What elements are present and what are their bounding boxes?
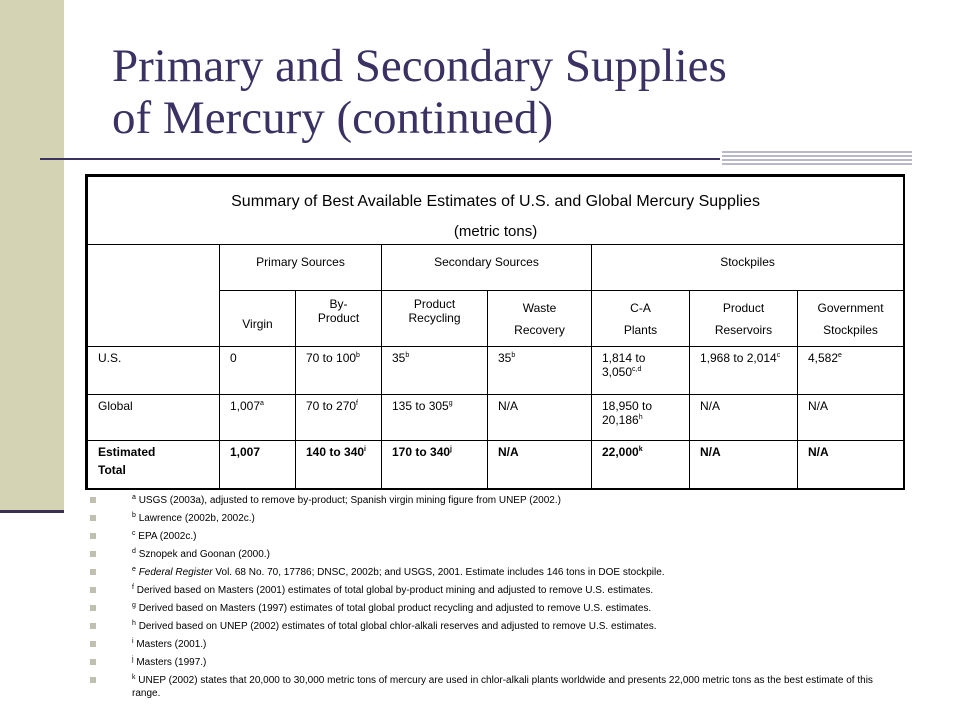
col-header-virgin: Virgin <box>220 291 296 347</box>
cell-value: 140 to 340 <box>306 445 365 459</box>
bullet-icon <box>90 605 96 611</box>
cell-ca-plants <box>592 441 690 489</box>
cell-byproduct <box>296 395 382 441</box>
empty-corner-cell <box>88 245 220 347</box>
footnote-d <box>90 548 890 561</box>
footnote-text: Derived based on Masters (1997) estimates of total global product recycling and adjusted to remove U.S. estimates. <box>138 603 652 614</box>
footnote-mark: g <box>132 602 136 609</box>
slide-title <box>112 40 932 144</box>
footnote-c <box>90 530 890 543</box>
bullet-icon <box>90 515 96 521</box>
footnote-f <box>90 584 890 597</box>
table-row <box>88 347 904 395</box>
table-caption-units: (metric tons) <box>453 223 538 240</box>
col-header-waste-recovery-text: Waste Recovery <box>514 301 565 337</box>
footnote-mark: c <box>776 352 781 359</box>
footnote-mark: k <box>638 446 643 453</box>
col-header-product-reservoirs-text: Product Reservoirs <box>714 301 773 337</box>
cell-waste-recovery <box>488 347 592 395</box>
cell-value: 35 <box>498 351 512 365</box>
table-caption <box>88 177 904 245</box>
slide-title-line2: of Mercury (continued) <box>112 92 554 144</box>
row-label-us: U.S. <box>88 347 220 395</box>
footnote-text: Masters (1997.) <box>136 657 207 668</box>
col-header-ca-plants <box>592 291 690 347</box>
cell-government-stockpiles: N/A <box>798 395 904 441</box>
cell-value: 70 to 270 <box>306 399 357 413</box>
group-header-stockpiles: Stockpiles <box>592 245 904 291</box>
footnote-mark: i <box>132 638 134 645</box>
footnote-k <box>90 674 890 700</box>
footnote-text: Derived based on Masters (2001) estimates of total global by-product mining and adjusted to remove U.S. estimates. <box>136 585 654 596</box>
group-header-secondary: Secondary Sources <box>382 245 592 291</box>
footnote-mark: h <box>132 620 136 627</box>
row-label-line2: Total <box>98 463 126 477</box>
footnote-mark: i <box>364 446 366 453</box>
footnote-italic-text: Federal Register <box>138 567 213 578</box>
group-header-primary: Primary Sources <box>220 245 382 291</box>
cell-product-recycling <box>382 347 488 395</box>
footnote-mark: a <box>132 494 136 501</box>
left-accent-bar-foot <box>0 510 64 513</box>
supplies-table-frame <box>85 174 905 490</box>
footnote-mark: f <box>132 584 134 591</box>
row-label-line1: Estimated <box>98 445 156 459</box>
col-header-byproduct <box>296 291 382 347</box>
footnote-mark: k <box>132 674 136 681</box>
cell-waste-recovery: N/A <box>488 441 592 489</box>
footnote-text: Sznopek and Goonan (2000.) <box>138 549 270 560</box>
footnote-mark: c <box>132 530 136 537</box>
footnote-e <box>90 566 890 579</box>
group-header-row <box>88 245 904 291</box>
cell-value: 4,582 <box>808 351 839 365</box>
footnote-mark: c,d <box>632 366 642 373</box>
footnote-text: USGS (2003a), adjusted to remove by-product; Spanish virgin mining figure from UNEP (2002.) <box>138 495 561 506</box>
footnote-mark: d <box>132 548 136 555</box>
cell-government-stockpiles <box>798 347 904 395</box>
col-header-government-stockpiles-text: Government Stockpiles <box>817 301 884 337</box>
cell-value: 1,968 to 2,014 <box>700 351 777 365</box>
cell-byproduct <box>296 441 382 489</box>
footnote-text: Derived based on UNEP (2002) estimates of total global chlor-alkali reserves and adjusted to remove U.S. estimates. <box>138 621 657 632</box>
cell-value: 18,950 to 20,186 <box>602 399 653 427</box>
footnote-g <box>90 602 890 615</box>
cell-value: 1,814 to 3,050 <box>602 351 646 379</box>
footnote-j <box>90 656 890 669</box>
col-header-product-reservoirs <box>690 291 798 347</box>
bullet-icon <box>90 587 96 593</box>
cell-value: 1,007 <box>230 399 261 413</box>
cell-product-recycling <box>382 441 488 489</box>
cell-byproduct <box>296 347 382 395</box>
supplies-table <box>87 176 904 489</box>
bullet-icon <box>90 623 96 629</box>
footnote-text: UNEP (2002) states that 20,000 to 30,000 metric tons of mercury are used in chlor-alkali plants worldwide and presents 22,000 metric tons as the best estimate of this range. <box>132 675 873 699</box>
col-header-ca-plants-text: C-A Plants <box>623 301 658 337</box>
footnote-b <box>90 512 890 525</box>
slide-title-line1: Primary and Secondary Supplies <box>112 40 727 92</box>
cell-waste-recovery: N/A <box>488 395 592 441</box>
footnote-mark: e <box>838 352 842 359</box>
cell-virgin <box>220 395 296 441</box>
title-underline <box>40 158 720 160</box>
footnote-list <box>90 494 890 705</box>
bullet-icon <box>90 677 96 683</box>
footnote-mark: j <box>132 656 134 663</box>
cell-product-reservoirs <box>690 347 798 395</box>
table-row <box>88 441 904 489</box>
cell-product-reservoirs: N/A <box>690 395 798 441</box>
cell-value: 22,000 <box>602 445 639 459</box>
cell-ca-plants <box>592 395 690 441</box>
cell-ca-plants <box>592 347 690 395</box>
title-rule-decoration <box>722 151 912 167</box>
col-header-product-recycling <box>382 291 488 347</box>
bullet-icon <box>90 641 96 647</box>
cell-product-recycling <box>382 395 488 441</box>
row-label-estimated-total <box>88 441 220 489</box>
footnote-mark: e <box>132 566 136 573</box>
left-accent-bar <box>0 0 64 512</box>
footnote-text: EPA (2002c.) <box>138 531 197 542</box>
footnote-text: Lawrence (2002b, 2002c.) <box>138 513 255 524</box>
footnote-text: Masters (2001.) <box>136 639 207 650</box>
footnote-mark: b <box>356 352 360 359</box>
cell-value: 35 <box>392 351 406 365</box>
cell-value: 170 to 340 <box>392 445 451 459</box>
footnote-mark: f <box>356 400 358 407</box>
col-header-waste-recovery <box>488 291 592 347</box>
footnote-mark: b <box>405 352 410 359</box>
cell-government-stockpiles: N/A <box>798 441 904 489</box>
col-header-byproduct-text: By-Product <box>317 297 360 325</box>
footnote-mark: b <box>511 352 516 359</box>
cell-virgin: 1,007 <box>220 441 296 489</box>
caption-row <box>88 177 904 245</box>
col-header-government-stockpiles <box>798 291 904 347</box>
row-label-global: Global <box>88 395 220 441</box>
bullet-icon <box>90 533 96 539</box>
footnote-h <box>90 620 890 633</box>
footnote-mark: a <box>260 400 264 407</box>
footnote-i <box>90 638 890 651</box>
cell-virgin: 0 <box>220 347 296 395</box>
bullet-icon <box>90 551 96 557</box>
table-caption-title: Summary of Best Available Estimates of U.S. and Global Mercury Supplies <box>231 193 760 210</box>
col-header-product-recycling-text: Product Recycling <box>408 297 461 325</box>
footnote-mark: b <box>132 512 136 519</box>
footnote-mark: g <box>448 400 453 407</box>
cell-value: 70 to 100 <box>306 351 357 365</box>
footnote-text: Vol. 68 No. 70, 17786; DNSC, 2002b; and USGS, 2001. Estimate includes 146 tons in DOE stockpile. <box>215 567 665 578</box>
table-row <box>88 395 904 441</box>
bullet-icon <box>90 569 96 575</box>
footnote-a <box>90 494 890 507</box>
cell-value: 135 to 305 <box>392 399 449 413</box>
footnote-mark: j <box>450 446 452 453</box>
footnote-mark: h <box>638 414 643 421</box>
bullet-icon <box>90 659 96 665</box>
cell-product-reservoirs: N/A <box>690 441 798 489</box>
bullet-icon <box>90 497 96 503</box>
